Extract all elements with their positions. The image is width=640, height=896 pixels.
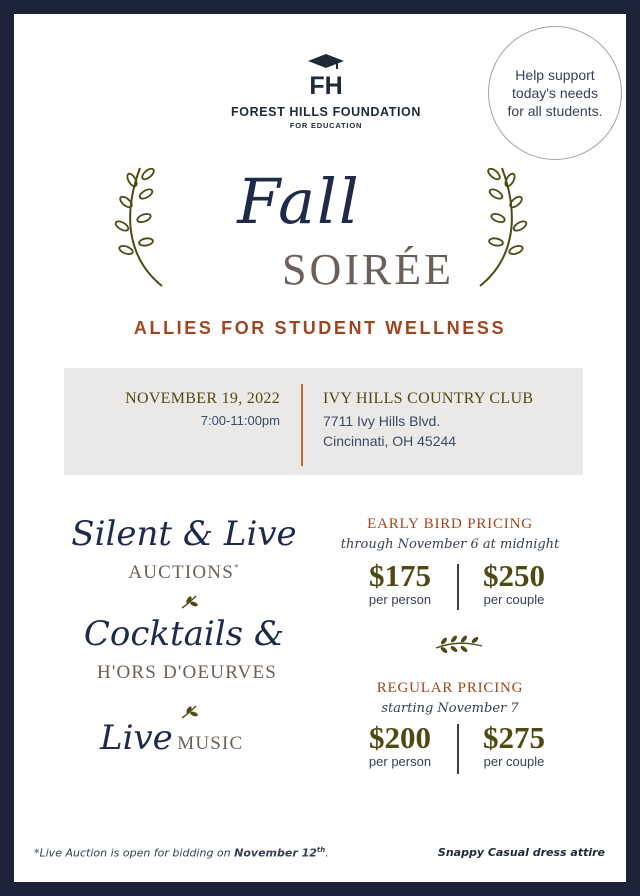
laurel-branch-left-icon xyxy=(112,162,168,290)
early-person-price: $175 xyxy=(369,558,431,593)
hors-doeuvres-caps: H'ORS D'OEURVES xyxy=(96,662,278,683)
early-bird-note: through November 6 at midnight xyxy=(340,537,560,552)
cocktails-script: Cocktails & xyxy=(83,614,285,654)
venue-address-line1: 7711 Ivy Hills Blvd. xyxy=(323,413,441,429)
early-price-divider xyxy=(457,564,459,610)
venue-address-line2: Cincinnati, OH 45244 xyxy=(323,433,457,449)
support-note: Help support today's needs for all students. xyxy=(507,67,603,119)
music-caps: MUSIC xyxy=(177,733,244,754)
early-bird-heading: EARLY BIRD PRICING xyxy=(367,516,533,532)
early-couple-price: $250 xyxy=(483,558,545,593)
regular-pricing-note: starting November 7 xyxy=(381,701,519,716)
auction-footnote-date: November 12 xyxy=(234,846,317,860)
dress-attire-note: Snappy Casual dress attire xyxy=(437,846,605,859)
organization-subtitle: FOR EDUCATION xyxy=(289,121,363,130)
regular-person-label: per person xyxy=(368,754,432,769)
support-badge xyxy=(488,26,622,160)
details-divider xyxy=(301,384,303,466)
regular-person-price: $200 xyxy=(369,720,431,755)
auctions-caps-text: AUCTIONS xyxy=(128,562,234,583)
regular-price-divider xyxy=(457,724,459,774)
regular-couple-label: per couple xyxy=(483,754,545,769)
event-title-caps: SOIRÉE xyxy=(282,245,454,294)
event-title-script: Fall xyxy=(237,165,361,238)
live-music-line xyxy=(100,718,300,758)
early-couple-label: per couple xyxy=(483,592,545,607)
auction-footnote-end: . xyxy=(325,846,329,860)
early-person-label: per person xyxy=(368,592,432,607)
event-tagline: ALLIES FOR STUDENT WELLNESS xyxy=(133,318,507,338)
auctions-script: Silent & Live xyxy=(71,514,297,554)
sprig-divider-icon xyxy=(180,594,200,610)
event-time: 7:00-11:00pm xyxy=(200,413,280,428)
event-venue: IVY HILLS COUNTRY CLUB xyxy=(323,390,534,407)
regular-couple-price: $275 xyxy=(483,720,545,755)
organization-name: FOREST HILLS FOUNDATION xyxy=(231,105,421,119)
flyer-page xyxy=(14,14,626,882)
auction-footnote xyxy=(34,846,329,860)
music-script: Live xyxy=(100,718,173,758)
regular-pricing-heading: REGULAR PRICING xyxy=(376,680,524,696)
auctions-footnote-mark: * xyxy=(233,562,240,573)
logo-monogram: FH xyxy=(309,72,343,98)
auctions-caps xyxy=(74,562,294,584)
graduation-cap-logo-icon xyxy=(306,52,346,98)
auction-footnote-sup: th xyxy=(316,846,326,854)
auction-footnote-text: *Live Auction is open for bidding on xyxy=(34,846,231,860)
laurel-sprig-icon xyxy=(432,632,486,654)
event-date: NOVEMBER 19, 2022 xyxy=(125,390,280,407)
